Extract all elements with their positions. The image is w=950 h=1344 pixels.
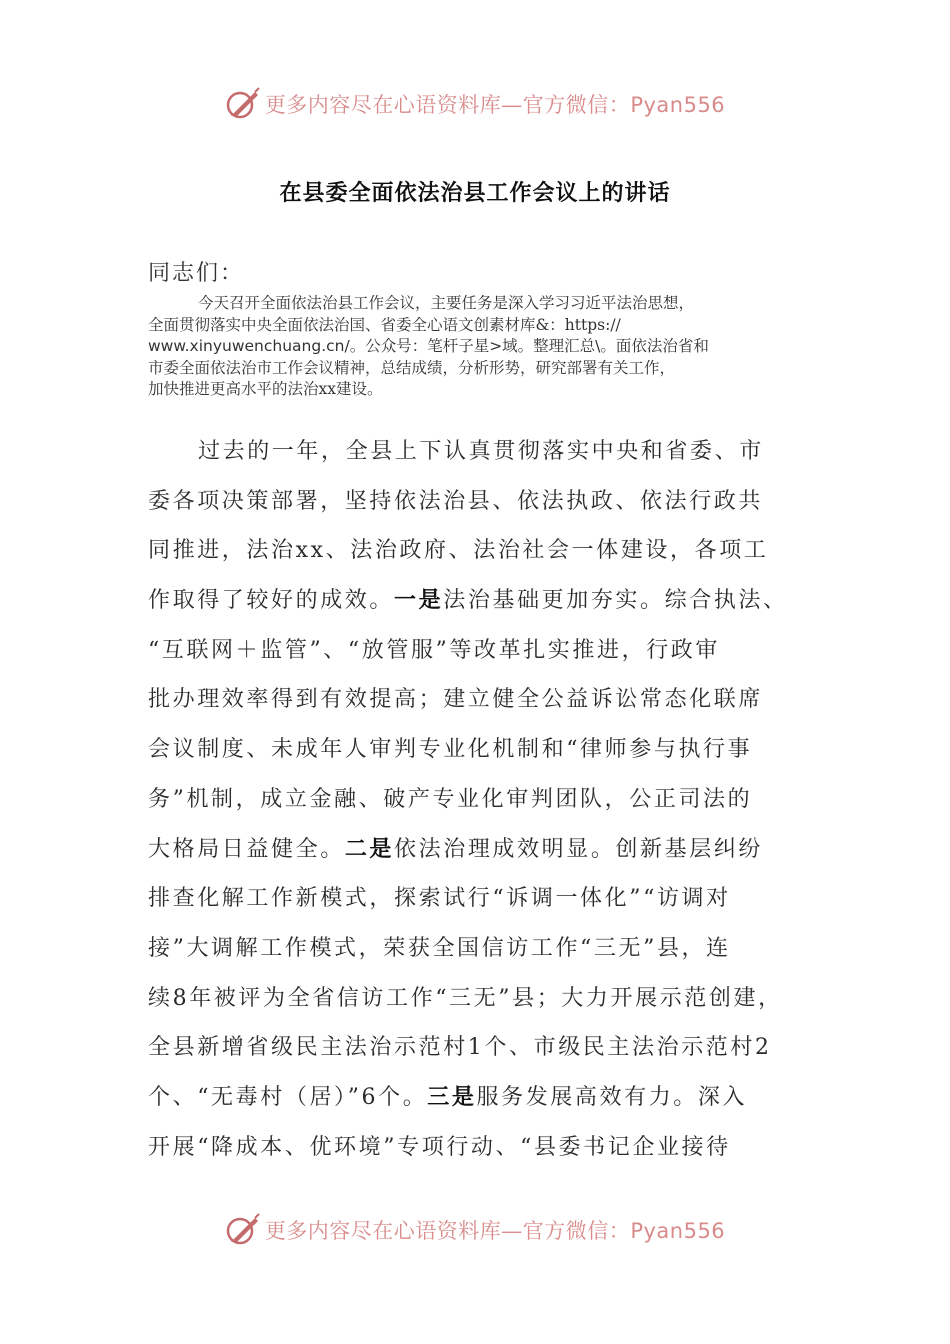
intro-line: 今天召开全面依法治县工作会议，主要任务是深入学习习近平法治思想， [198,294,695,312]
quill-logo-icon [225,1212,261,1248]
body-line: 开展“降成本、优环境”专项行动、“县委书记企业接待 [148,1134,731,1160]
intro-line: 加快推进更高水平的法治xx建设。 [148,380,383,398]
body-line: 全县新增省级民主法治示范村1个、市级民主法治示范村2 [148,1035,772,1061]
body-line: 大格局日益健全。二是依法治理成效明显。创新基层纠纷 [148,836,764,862]
body-line: 委各项决策部署，坚持依法治县、依法执政、依法行政共 [148,488,764,514]
body-line: 同推进，法治xx、法治政府、法治社会一体建设，各项工 [148,538,769,564]
body-paragraph [148,427,813,1172]
body-line: “互联网＋监管”、“放管服”等改革扎实推进，行政审 [148,637,720,663]
intro-line: 全面贯彻落实中央全面依法治国、省委全心语文创素材库&：https:// [148,315,621,334]
body-line: 过去的一年，全县上下认真贯彻落实中央和省委、市 [198,439,764,464]
point-marker: 二是 [344,836,395,862]
point-marker: 三是 [427,1084,477,1110]
quill-logo-icon [225,86,261,122]
body-line: 续8年被评为全省信访工作“三无”县；大力开展示范创建， [148,985,783,1011]
body-line: 作取得了较好的成效。一是法治基础更加夯实。综合执法、 [148,588,788,614]
body-line: 个、“无毒村（居）”6个。三是服务发展高效有力。深入 [148,1084,748,1110]
watermark-text: 更多内容尽在心语资料库—官方微信：Pyan556 [264,93,726,117]
watermark-text: 更多内容尽在心语资料库—官方微信：Pyan556 [264,1219,726,1243]
wechat-id: Pyan556 [630,1219,726,1243]
point-marker: 一是 [394,588,444,614]
body-line: 务”机制，成立金融、破产专业化审判团队，公正司法的 [148,786,753,812]
intro-paragraph [148,293,808,401]
body-line: 批办理效率得到有效提高；建立健全公益诉讼常态化联席 [148,687,764,713]
wechat-id: Pyan556 [630,93,726,117]
salutation: 同志们： [148,261,245,286]
intro-line: www.xinyuwenchuang.cn/。公众号：笔杆子星>域。整理汇总\。面依法治省和 [148,337,709,355]
footer-watermark [0,1210,950,1250]
body-line: 会议制度、未成年人审判专业化机制和“律师参与执行事 [148,737,753,763]
body-line: 排查化解工作新模式，探索试行“诉调一体化”“访调对 [148,886,731,912]
header-watermark [0,84,950,124]
intro-line: 市委全面依法治市工作会议精神，总结成绩，分析形势，研究部署有关工作， [148,358,676,377]
body-line: 接”大调解工作模式，荣获全国信访工作“三无”县，连 [148,935,731,961]
page-title: 在县委全面依法治县工作会议上的讲话 [279,181,671,206]
